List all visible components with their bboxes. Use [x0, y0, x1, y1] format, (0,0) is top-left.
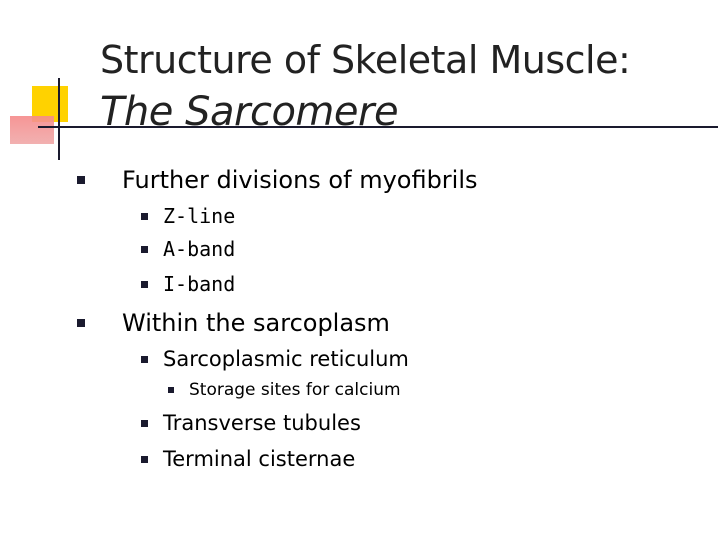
square-bullet-icon	[141, 281, 148, 288]
bullet-item	[141, 347, 409, 371]
square-bullet-icon	[141, 456, 148, 463]
bullet-text: Terminal cisternae	[163, 447, 356, 471]
bullet-item	[77, 166, 478, 194]
square-bullet-icon	[168, 387, 174, 393]
bullet-item	[141, 237, 235, 261]
square-bullet-icon	[77, 319, 85, 327]
square-bullet-icon	[77, 176, 85, 184]
slide-title-line1: Structure of Skeletal Muscle:	[100, 38, 631, 82]
bullet-text: I-band	[163, 272, 236, 296]
bullet-text: Z-line	[163, 204, 236, 228]
bullet-item	[141, 204, 235, 228]
slide-title-line2: The Sarcomere	[100, 89, 399, 135]
bullet-text: Further divisions of myofibrils	[122, 166, 478, 194]
square-bullet-icon	[141, 246, 148, 253]
bullet-item	[77, 309, 390, 337]
bullet-item	[141, 447, 355, 471]
square-bullet-icon	[141, 213, 148, 220]
bullet-text: Storage sites for calcium	[189, 380, 401, 400]
square-bullet-icon	[141, 356, 148, 363]
bullet-text: Sarcoplasmic reticulum	[163, 347, 409, 371]
bullet-item	[168, 380, 401, 400]
square-bullet-icon	[141, 420, 148, 427]
bullet-text: A-band	[163, 237, 236, 261]
bullet-item	[141, 272, 235, 296]
bullet-item	[141, 411, 361, 435]
bullet-text: Transverse tubules	[163, 411, 361, 435]
bullet-text: Within the sarcoplasm	[122, 309, 390, 337]
